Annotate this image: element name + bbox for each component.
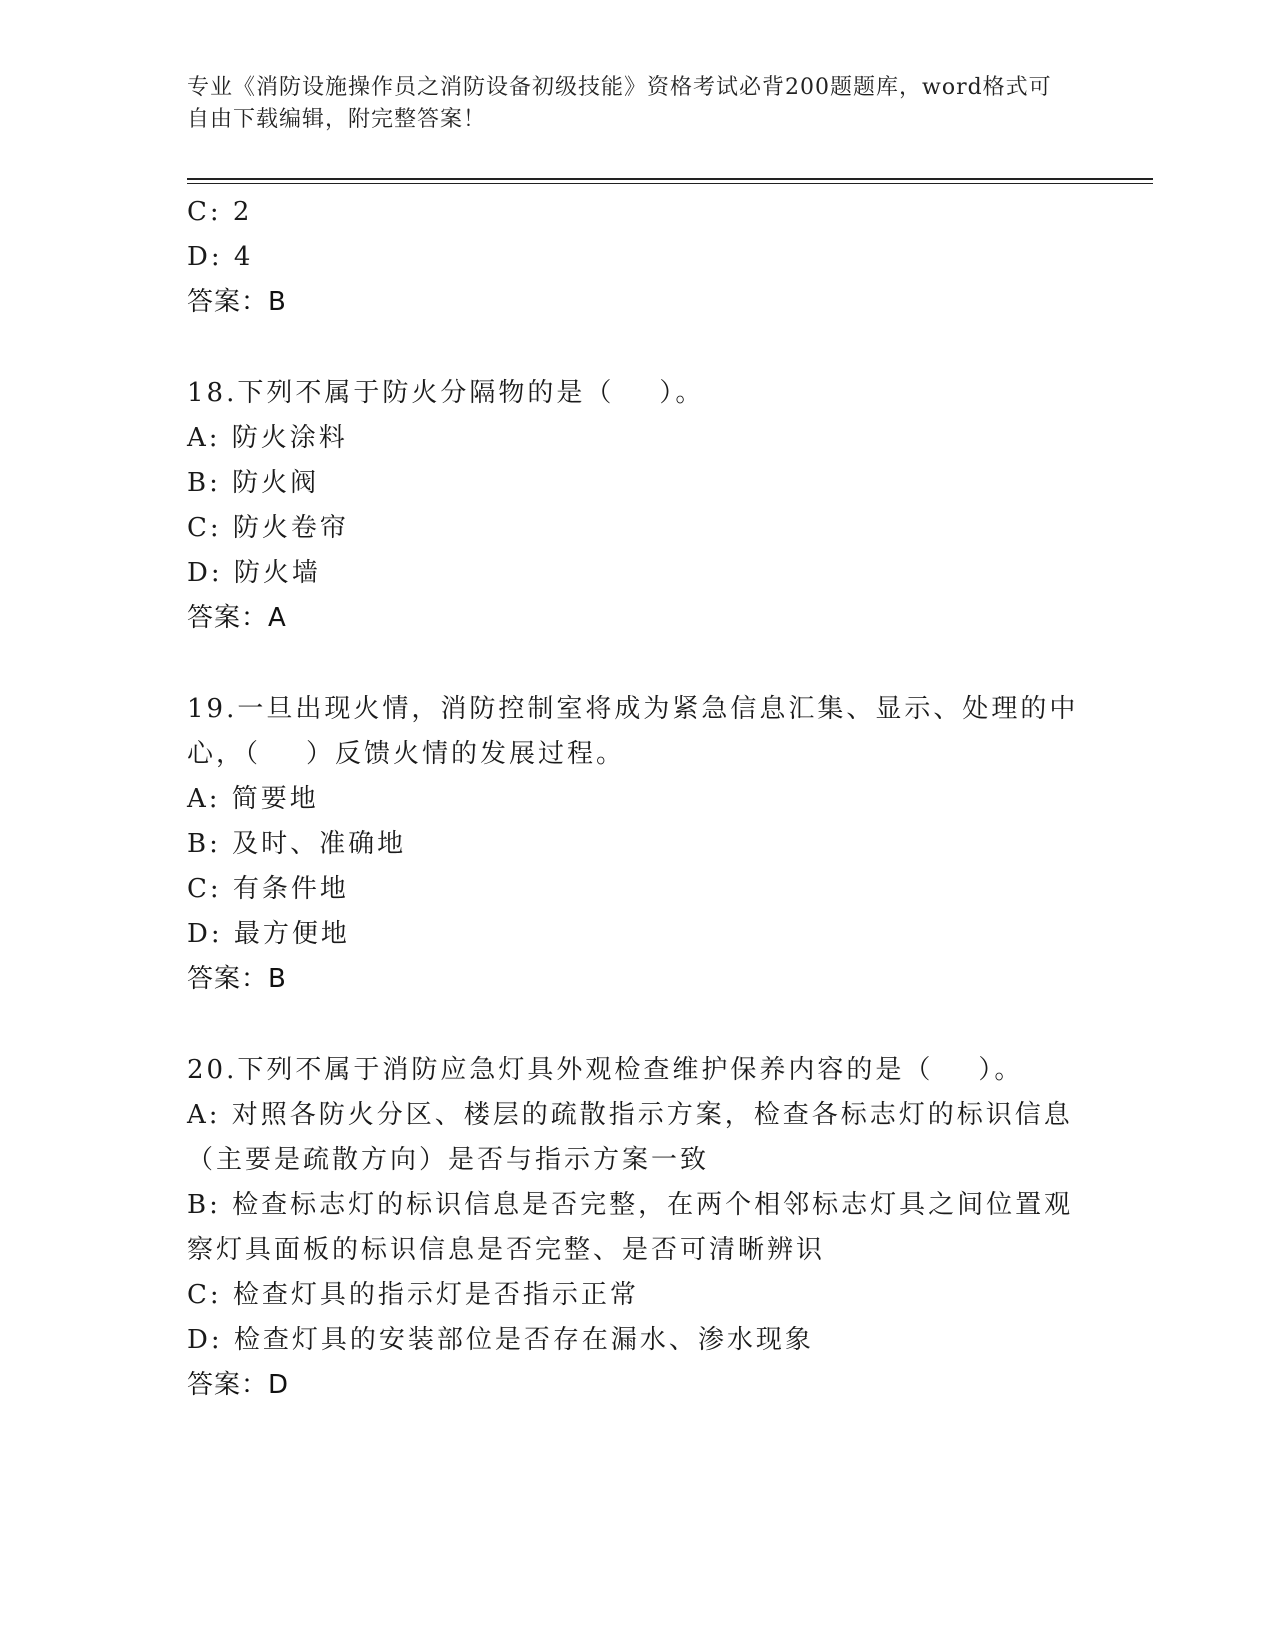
option-d: D: 最方便地 [187,919,350,949]
option-c: C: 2 [187,197,253,227]
option-b: B: 防火阀 [187,468,320,498]
question-list [187,190,1087,1408]
option-b: B: 检查标志灯的标识信息是否完整，在两个相邻标志灯具之间位置观察灯具面板的标识信息是否完整、是否可清晰辨识 [187,1190,1074,1265]
answer-line: 答案：B [187,964,287,994]
question-block-17 [187,190,1087,325]
question-block-19 [187,687,1087,1002]
option-a: A: 防火涂料 [187,423,348,453]
question-stem: 20.下列不属于消防应急灯具外观检查维护保养内容的是（ ）。 [187,1055,1024,1085]
option-c: C: 防火卷帘 [187,513,349,543]
option-a: A: 对照各防火分区、楼层的疏散指示方案，检查各标志灯的标识信息（主要是疏散方向）是否与指示方案一致 [187,1100,1073,1175]
question-block-18 [187,371,1087,641]
question-block-20 [187,1048,1087,1408]
header-divider-thin [187,183,1153,184]
option-d: D: 检查灯具的安装部位是否存在漏水、渗水现象 [187,1325,814,1355]
question-stem: 18.下列不属于防火分隔物的是（ ）。 [187,378,705,408]
question-stem: 19.一旦出现火情，消防控制室将成为紧急信息汇集、显示、处理的中心，（ ）反馈火情的发展过程。 [187,694,1079,769]
option-c: C: 有条件地 [187,874,349,904]
answer-line: 答案：D [187,1370,290,1400]
option-a: A: 简要地 [187,784,319,814]
answer-line: 答案：A [187,603,287,633]
option-d: D: 防火墙 [187,558,321,588]
option-c: C: 检查灯具的指示灯是否指示正常 [187,1280,639,1310]
option-d: D: 4 [187,242,254,272]
page-header: 专业《消防设施操作员之消防设备初级技能》资格考试必背200题题库，word格式可自由下载编辑，附完整答案！ [187,75,1052,132]
header-divider [187,178,1153,180]
answer-line: 答案：B [187,287,287,317]
option-b: B: 及时、准确地 [187,829,407,859]
